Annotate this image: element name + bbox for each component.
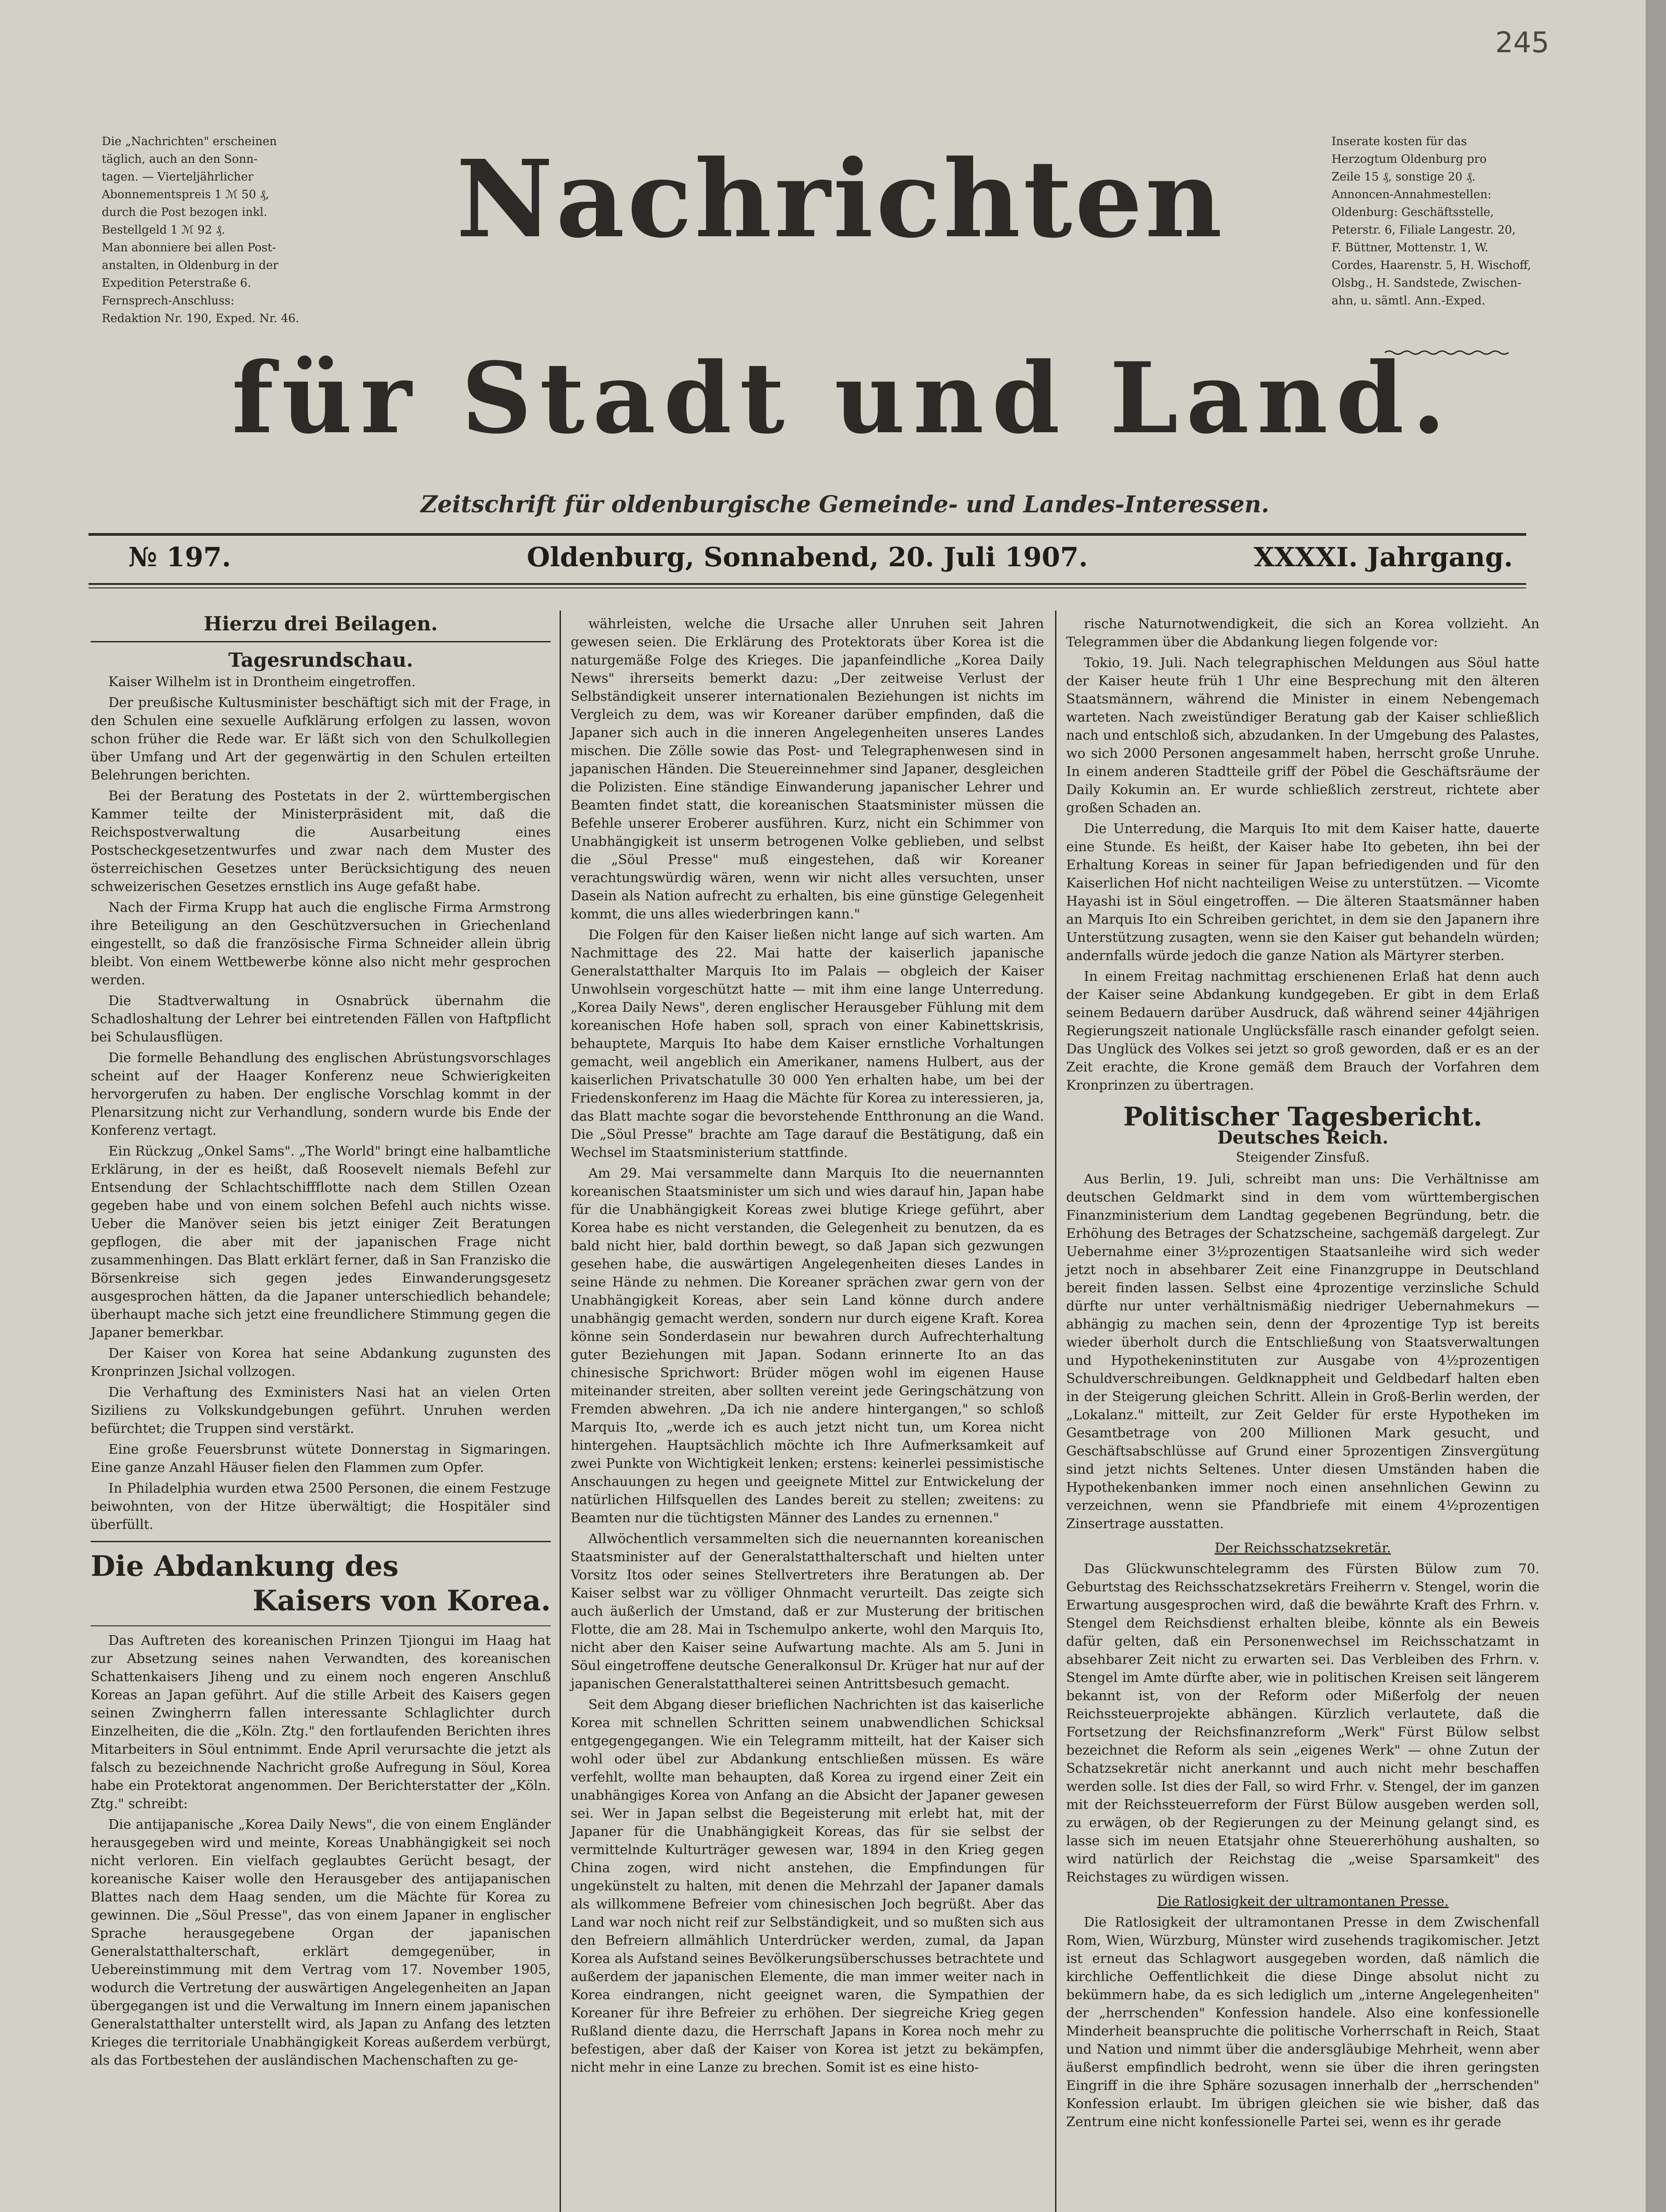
news-item: Die Stadtverwaltung in Osnabrück übernahm die Schadloshaltung der Lehrer bei eintretenden Fällen von Haftpflicht bei Schulausflügen. xyxy=(91,993,551,1045)
subheading-reichsschatzsekretaer: Der Reichsschatzsekretär. xyxy=(1214,1540,1391,1556)
ear-left-line: durch die Post bezogen inkl. xyxy=(102,206,267,219)
issue-number: № 197. xyxy=(128,542,231,573)
masthead-subtitle: Zeitschrift für oldenburgische Gemeinde- und Landes-Interessen. xyxy=(420,491,1270,518)
divider xyxy=(91,1625,551,1626)
page-number: 245 xyxy=(1495,27,1550,59)
article-paragraph: rische Naturnotwendigkeit, die sich an Korea vollzieht. An Telegrammen über die Abdankung liegen folgende vor: xyxy=(1066,616,1539,650)
tagesrundschau-body xyxy=(91,673,551,1534)
masthead-title-line2: für Stadt und Land. xyxy=(231,341,1454,455)
section-heading-tagesrundschau: Tagesrundschau. xyxy=(228,649,413,672)
ear-left-line: Bestellgeld 1 ℳ 92 ₰. xyxy=(102,223,226,237)
article-paragraph: währleisten, welche die Ursache aller Unruhen seit Jahren gewesen seien. Die Erklärung des Protektorats über Korea ist die naturgemäße Folge des Krieges. Die japanfeindliche „Korea Daily News" ihrerseits bemerkt dazu: „Der zeitweise Verlust der Selbständigkeit unserer internationalen Beziehungen ist nichts im Vergleich zu dem, was wir Koreaner darüber empfinden, daß die Japaner sich auch in die inneren Angelegenheiten unseres Landes mischen. Die Zölle sowie das Post- und Telegraphenwesen sind in japanischen Händen. Die Steuereinnehmer sind Japaner, desgleichen die Polizisten. Eine ständige Einwanderung japanischer Lehrer und Beamten findet statt, die koreanischen Staatsminister müssen die Befehle unserer Eroberer ausführen. Kurz, nicht ein Schimmer von Unabhängigkeit ist unserm betrogenen Volke geblieben, und selbst die „Söul Presse" muß eingestehen, daß wir Koreaner verachtungswürdig wären, wenn wir nicht alles versuchten, unser Dasein als Nation aufrecht zu erhalten, bis eine günstige Gelegenheit kommt, die uns alles wiederbringen kann." xyxy=(571,616,1044,922)
heading-line-1: Die Abdankung des xyxy=(91,1550,399,1583)
issue-place-date: Oldenburg, Sonnabend, 20. Juli 1907. xyxy=(526,542,1088,573)
news-item: In Philadelphia wurden etwa 2500 Personen, die einem Festzuge beiwohnten, von der Hitze überwältigt; die Hospitäler sind überfüllt. xyxy=(91,1481,551,1532)
news-item: Die formelle Behandlung des englischen Abrüstungsvorschlages scheint auf der Haager Konferenz neue Schwierigkeiten hervorgerufen zu haben. Der englische Vorschlag kommt in der Plenarsitzung nicht zur Verhandlung, sondern wurde bis Ende der Konferenz vertagt. xyxy=(91,1050,551,1138)
divider xyxy=(91,1541,551,1542)
news-item: Nach der Firma Krupp hat auch die englische Firma Armstrong ihre Beteiligung an den Geschützversuchen in Griechenland eingestellt, so daß die französische Firma Schneider allein übrig bleibt. Von einem Wettbewerbe könne also nicht mehr gesprochen werden. xyxy=(91,900,551,988)
news-item: Die Verhaftung des Exministers Nasi hat an vielen Orten Siziliens zu Volkskundgebungen geführt. Unruhen werden befürchtet; die Truppen sind verstärkt. xyxy=(91,1385,551,1436)
issue-year: XXXXI. Jahrgang. xyxy=(1254,542,1513,573)
ear-right-line: Annoncen-Annahmestellen: xyxy=(1332,188,1492,201)
news-item: Bei der Beratung des Postetats in der 2. württembergischen Kammer teilte der Ministerpräsident mit, daß die Reichspostverwaltung die Ausarbeitung eines Postscheckgesetzentwurfes und zwar nach dem Muster des österreichischen Gesetzes unter Berücksichtigung des neuen schweizerischen Gesetzes ernstlich ins Auge gefaßt habe. xyxy=(91,788,551,895)
ear-left-line: Redaktion Nr. 190, Exped. Nr. 46. xyxy=(102,312,299,325)
article-heading-abdankung xyxy=(91,1549,551,1618)
article-paragraph: Die Unterredung, die Marquis Ito mit dem Kaiser hatte, dauerte eine Stunde. Es heißt, der Kaiser habe Ito gebeten, ihn bei der Erhaltung Koreas in seiner für Japan befriedigenden und für den Kaiserlichen Hof nicht nachteiligen Weise zu unterstützen. — Vicomte Hayashi ist in Söul eingetroffen. — Die älteren Staatsmänner haben an Marquis Ito ein Schreiben gerichtet, in dem sie den Japanern ihre Unterstützung zusagten, wenn sie den Kaiser gut behandeln würden; andernfalls würde jedoch die ganze Nation als Märtyrer sterben. xyxy=(1066,821,1539,964)
ear-right-line: Inserate kosten für das xyxy=(1332,135,1467,148)
article-paragraph: Tokio, 19. Juli. Nach telegraphischen Meldungen aus Söul hatte der Kaiser heute früh 1 Uhr eine Besprechung mit den älteren Staatsmännern, während die Minister in einem Nebengemach warteten. Nach zweistündiger Beratung gab der Kaiser schließlich nach und entschloß sich, abzudanken. In der Umgebung des Palastes, wo sich 2000 Personen angesammelt haben, herrscht große Unruhe. In einem anderen Stadtteile griff der Pöbel die Geschäftsräume der Daily Kokumin an. Er wurde schließlich zerstreut, richtete aber großen Schaden an. xyxy=(1066,655,1539,816)
ear-right-line: Cordes, Haarenstr. 5, H. Wischoff, xyxy=(1332,259,1531,272)
dateline xyxy=(88,542,1526,577)
ear-right-line: Zeile 15 ₰, sonstige 20 ₰. xyxy=(1332,170,1476,184)
ear-left-line: Die „Nachrichten" erscheinen xyxy=(102,135,277,148)
ear-right-line: Herzogtum Oldenburg pro xyxy=(1332,153,1487,166)
supplements-notice: Hierzu drei Beilagen. xyxy=(203,613,438,635)
ear-right xyxy=(1332,133,1539,310)
masthead-title-line1: Nachrichten xyxy=(456,137,1225,261)
article-reichsschatzsekretaer: Das Glückwunschtelegramm des Fürsten Bülow zum 70. Geburtstag des Reichsschatzsekretärs Freiherrn v. Stengel, worin die Erwartung ausgesprochen wird, daß die bewährte Kraft des Frhrn. v. Stengel dem Reichsdienst erhalten bleibe, könnte als ein Beweis dafür gelten, daß ein Personenwechsel im Reichsschatzamt in absehbarer Zeit nicht zu erwarten sei. Das Verbleiben des Frhrn. v. Stengel im Amte dürfte aber, wie in politischen Kreisen seit längerem bekannt ist, von der Reform oder Mißerfolg der neuen Reichssteuerprojekte abhängen. Kürzlich verlautete, daß die Fortsetzung der Reichsfinanzreform „Werk" Fürst Bülow selbst bezeichnet die Reform als sein „eigenes Werk" — ohne Zutun der Schatzsekretär nicht anerkannt und auch nicht mehr beschaffen werden solle. Ist dies der Fall, so wird Frhr. v. Stengel, der im ganzen mit der Reichssteuerreform der Fürst Bülow ausgeben werden soll, zu erwägen, ob der Regierungen zu der Meinung gelangt sind, es lasse sich im neuen Etatsjahr ohne Steuererhöhung aushalten, so wird natürlich der Reichstag die „weise Sparsamkeit" des Reichstages zu würdigen wissen. xyxy=(1066,1561,1539,1885)
column-divider-2 xyxy=(1055,611,1056,2212)
ear-right-line: Peterstr. 6, Filiale Langestr. 20, xyxy=(1332,223,1516,237)
news-item: Ein Rückzug „Onkel Sams". „The World" bringt eine halbamtliche Erklärung, in der es heißt, daß Roosevelt niemals Befehl zur Entsendung der Schlachtschiffflotte nach dem Stillen Ozean gegeben habe und von einem solchen Befehl auch nichts wisse. Ueber die Manöver seien bis jetzt einiger Zeit Beratungen gepflogen, die aber mit der japanischen Frage nicht zusammenhingen. Das Blatt erklärt ferner, daß in San Franzisko die Börsenkreise sich gegen jedes Einwanderungsgesetz ausgesprochen hätten, da die Japaner unterschiedlich behandele; überhaupt mache sich jetzt eine freundlichere Stimmung gegen die Japaner bemerkbar. xyxy=(91,1144,551,1340)
news-item: Der Kaiser von Korea hat seine Abdankung zugunsten des Kronprinzen Jsichal vollzogen. xyxy=(91,1346,551,1379)
article-paragraph: Seit dem Abgang dieser brieflichen Nachrichten ist das kaiserliche Korea mit schnellen Schritten seinem unabwendlichen Schicksal entgegengegangen. Wie ein Telegramm mitteilt, hat der Kaiser sich wohl oder übel zur Abdankung entschließen müssen. Es wäre verfehlt, wollte man behaupten, daß Korea zu irgend einer Zeit ein unabhängiges Korea von Anfang an die Absicht der Japaner gewesen sei. Wer in Japan selbst die Begeisterung mit erlebt hat, mit der Japaner für die Unabhängigkeit Koreas, das für sie selbst der vermittelnde Kulturträger gewesen war, 1894 in den Krieg gegen China zogen, wird nicht anstehen, die Empfindungen für ungekünstelt zu halten, mit denen die Mehrzahl der Japaner damals als willkommene Befreier vom chinesischen Joch begrüßt. Aber das Land war noch nicht reif zur Selbständigkeit, und so mußten sich aus den Befreiern allmählich Unterdrücker werden, zumal, da Japan Korea als Aufstand seines Bevölkerungsüberschusses betrachtete und außerdem der japanischen Elemente, die man immer weiter nach in Korea eindrangen, nicht geeignet waren, die Sympathien der Koreaner für ihre Befreier zu erhöhen. Der siegreiche Krieg gegen Rußland diente dazu, die Herrschaft Japans in Korea noch mehr zu befestigen, aber daß der Kaiser von Korea ist jetzt zu bekämpfen, nicht mehr in eine Lanze zu brechen. Somit ist es eine histo- xyxy=(571,1697,1044,2075)
ear-left-line: Abonnementspreis 1 ℳ 50 ₰, xyxy=(102,188,269,201)
divider xyxy=(91,641,551,642)
article-paragraph: Das Auftreten des koreanischen Prinzen Tjiongui im Haag hat zur Absetzung seines nahen Verwandten, des koreanischen Schattenkaisers Jiheng und zu einem noch engeren Anschluß Koreas an Japan geführt. Auf die stille Arbeit des Kaisers gegen seinen Zwingherrn fallen interessante Schlaglichter durch Einzelheiten, die die „Köln. Ztg." den fortlaufenden Berichten ihres Mitarbeiters in Söul entnimmt. Ende April verursachte die jetzt als falsch zu bezeichnende Nachricht große Aufregung in Söul, Korea habe ein Protektorat angenommen. Der Berichterstatter der „Köln. Ztg." schreibt: xyxy=(91,1633,551,1812)
column-1 xyxy=(91,615,551,2072)
news-item: Kaiser Wilhelm ist in Drontheim eingetroffen. xyxy=(108,674,416,690)
ear-right-line: ahn, u. sämtl. Ann.-Exped. xyxy=(1332,294,1486,307)
ear-left-line: anstalten, in Oldenburg in der xyxy=(102,259,279,272)
subheading-zinsfuss: Steigender Zinsfuß. xyxy=(1236,1150,1370,1165)
subheading-deutsches-reich: Deutsches Reich. xyxy=(1217,1127,1389,1148)
section-heading-politischer-tagesbericht: Politischer Tagesbericht. xyxy=(1123,1102,1482,1132)
article-paragraph: Allwöchentlich versammelten sich die neuernannten koreanischen Staatsminister auf der Generalstatthalterschaft und hielten unter Vorsitz Itos oder seines Stellvertreters ihre Beratungen ab. Der Kaiser selbst war zu völliger Ohnmacht verurteilt. Das zeigte sich auch äußerlich der Umstand, daß er zur Musterung der britischen Flotte, die am 28. Mai in Tschemulpo ankerte, wohl den Marquis Ito, nicht aber den Kaiser seine Aufwartung machte. Als am 5. Juni in Söul eingetroffene deutsche Generalkonsul Dr. Krüger hat nur auf der japanischen Generalstatthalterei seinen Antrittsbesuch gemacht. xyxy=(571,1531,1044,1692)
ear-right-line: Oldenburg: Geschäftsstelle, xyxy=(1332,206,1494,219)
article-paragraph: Am 29. Mai versammelte dann Marquis Ito die neuernannten koreanischen Staatsminister um sich und wies darauf hin, Japan habe für die Unabhängigkeit Koreas zwei blutige Kriege geführt, aber Korea habe es nicht verstanden, die Gelegenheit zu benutzen, da es bald nicht hier, bald dorthin bewegt, so daß Japan sich gezwungen gesehen habe, die auswärtigen Angelegenheiten dieses Landes in seine Hände zu nehmen. Die Koreaner sprächen zwar gern von der Unabhängigkeit Koreas, aber sein Land könne durch andere unabhängig gemacht werden, sondern nur durch eigene Kraft. Korea könne sein Sonderdasein nur bewahren durch Aufrechterhaltung guter Beziehungen mit Japan. Sodann erinnerte Ito an das chinesische Sprichwort: Brüder mögen wohl im eigenen Hause miteinander streiten, aber sollten vereint jede Geringschätzung von Fremden abwehren. „Da ich nie andere hintergangen," so schloß Marquis Ito, „werde ich es auch jetzt nicht tun, um Korea nicht hintergehen. Hauptsächlich möchte ich Ihre Aufmerksamkeit auf zwei Punkte von Wichtigkeit lenken; erstens: keinerlei pessimistische Anschauungen zu hegen und geeignete Mittel zur Entwickelung der natürlichen Hilfsquellen des Landes bereit zu stellen; zweitens: zu Beamten nur die tüchtigsten Männer des Landes zu ernennen." xyxy=(571,1166,1044,1526)
subheading-ultramontane-presse: Die Ratlosigkeit der ultramontanen Presse. xyxy=(1157,1894,1449,1909)
article-zinsfuss: Aus Berlin, 19. Juli, schreibt man uns: Die Verhältnisse am deutschen Geldmarkt sind in dem vom württembergischen Finanzministerium dem Landtag gegebenen Begründung, betr. die Erhöhung des Betrages der Schatzscheine, sachgemäß dargelegt. Zur Uebernahme einer 3½prozentigen Staatsanleihe wird sich weder jetzt noch in absehbarer Zeit eine Finanzgruppe in Deutschland bereit finden lassen. Selbst eine 4prozentige verzinsliche Schuld dürfte nur unter verhältnismäßig niedriger Uebernahmekurs — abhängig zu machen sein, denn der 4prozentige Typ ist bereits wieder überholt durch die Entschließung von Staatsverwaltungen und Hypothekeninstituten zur Ausgabe von 4½prozentigen Schuldverschreibungen. Geldknappheit und Geldbedarf halten eben in der Steigerung gleichen Schritt. Allein in Groß-Berlin werden, der „Lokalanz." mitteilt, zur Zeit Gelder für erste Hypotheken im Gesamtbetrage von 200 Millionen Mark gesucht, und Geschäftsabschlüsse auf Grund einer 5prozentigen Zinsvergütung sind jetzt nichts Seltenes. Unter diesen Umständen haben die Hypothekenbanken immer noch einen ansehnlichen Gewinn zu verzeichnen, wenn sie Pfandbriefe mit einem 4½prozentigen Zinsertrage ausstatten. xyxy=(1066,1171,1539,1532)
decorative-underline xyxy=(1385,349,1513,356)
column-divider-1 xyxy=(560,611,561,2212)
article-paragraph: Die Folgen für den Kaiser ließen nicht lange auf sich warten. Am Nachmittage des 22. Mai hatte der kaiserlich japanische Generalstatthalter Marquis Ito im Palais — obgleich der Kaiser Unwohlsein vorgeschützt hatte — mit ihm eine lange Unterredung. „Korea Daily News", deren englischer Herausgeber Fühlung mit dem koreanischen Hofe haben soll, sprach von einer Kabinettskrisis, behauptete, Marquis Ito habe dem Kaiser ernstliche Vorhaltungen gemacht, weil angeblich ein Amerikaner, namens Hulbert, aus der kaiserlichen Privatschatulle 30 000 Yen erhalten habe, um bei der Friedenskonferenz im Haag die Mächte für Korea zu interessieren, ja, das Blatt machte sogar die bevorstehende Entthronung an die Wand. Die „Söul Presse" brachte am Tage darauf die Bestätigung, daß ein Wechsel im Staatsministerium stattfinde. xyxy=(571,927,1044,1160)
ear-left-line: täglich, auch an den Sonn- xyxy=(102,153,258,166)
ear-left xyxy=(102,133,314,327)
ear-right-line: Olsbg., H. Sandstede, Zwischen- xyxy=(1332,276,1521,290)
ear-left-line: Expedition Peterstraße 6. xyxy=(102,276,251,290)
ear-right-line: F. Büttner, Mottenstr. 1, W. xyxy=(1332,241,1489,254)
abdankung-continued-body xyxy=(571,615,1044,2077)
masthead-rule-bottom-1 xyxy=(88,583,1526,585)
news-item: Eine große Feuersbrunst wütete Donnerstag in Sigmaringen. Eine ganze Anzahl Häuser fielen den Flammen zum Opfer. xyxy=(91,1442,551,1475)
article-paragraph: Die antijapanische „Korea Daily News", die von einem Engländer herausgegeben wird und meinte, Koreas Unabhängigkeit sei noch nicht verloren. Ein vielfach geglaubtes Gerücht besagt, der koreanische Kaiser wolle den Herausgeber des antijapanischen Blattes nach dem Haag senden, um die Mächte für Korea zu gewinnen. Die „Söul Presse", das von einem Japaner in englischer Sprache herausgegebene Organ der japanischen Generalstatthalterschaft, erklärt demgegenüber, in Uebereinstimmung mit dem Vertrag vom 17. November 1905, wodurch die Vertretung der auswärtigen Angelegenheiten an Japan übergegangen ist und die Verwaltung im Innern einem japanischen Generalstatthalter unterstellt wird, als Japan zu Anfang des letzten Krieges die territoriale Unabhängigkeit Koreas außerdem verbürgt, als das Fortbestehen der ausländischen Machenschaften zu ge- xyxy=(91,1817,551,2068)
article-ultramontane-presse: Die Ratlosigkeit der ultramontanen Presse in dem Zwischenfall Rom, Wien, Würzburg, Münster wird zusehends tragikomischer. Jetzt ist erneut das Schlagwort ausgegeben worden, daß nämlich die kirchliche Oeffentlichkeit die diese Dinge absolut nicht zu bekümmern habe, da es sich lediglich um „interne Angelegenheiten" der „herrschenden" Konfession handele. Also eine konfessionelle Minderheit beanspruchte die politische Vorherrschaft in Reich, Staat und Nation und nimmt über die andersgläubige Mehrheit, wenn aber äußerst empfindlich bedroht, wenn sie über die ihren geringsten Eingriff in die ihre Sphäre sozusagen innerhalb der „herrschenden" Konfession erlaubt. Im übrigen gleichen sie wie bisher, daß das Zentrum eine nicht konfessionelle Partei sei, wenn es ihr gerade xyxy=(1066,1915,1539,2130)
page-edge xyxy=(1646,0,1666,2212)
abdankung-body xyxy=(91,1632,551,2070)
ear-left-line: Fernsprech-Anschluss: xyxy=(102,294,234,307)
ear-left-line: Man abonniere bei allen Post- xyxy=(102,241,276,254)
ear-left-line: tagen. — Vierteljährlicher xyxy=(102,170,253,184)
masthead-rule-top xyxy=(88,533,1526,536)
column-2 xyxy=(571,615,1044,2079)
article-paragraph: In einem Freitag nachmittag erschienenen Erlaß hat denn auch der Kaiser seine Abdankung kundgegeben. Er gibt in dem Erlaß seinem Bedauern darüber Ausdruck, daß während seiner 44jährigen Regierungszeit nationale Unglücksfälle rasch einander gefolgt seien. Das Unglück des Volkes sei jetzt so groß geworden, daß er es an der Zeit erachte, die Krone gemäß dem Brauch der Vorfahren dem Kronprinzen zu übertragen. xyxy=(1066,969,1539,1093)
abdankung-telegrams-body xyxy=(1066,615,1539,1094)
heading-line-2: Kaisers von Korea. xyxy=(253,1584,551,1617)
column-3 xyxy=(1066,615,1539,2134)
news-item: Der preußische Kultusminister beschäftigt sich mit der Frage, in den Schulen eine sexuelle Aufklärung erfolgen zu lassen, wovon schon früher die Rede war. Er läßt sich von den Schulkollegien über Umfang und Art der gegenwärtig in den Schulen erteilten Belehrungen berichten. xyxy=(91,695,551,783)
